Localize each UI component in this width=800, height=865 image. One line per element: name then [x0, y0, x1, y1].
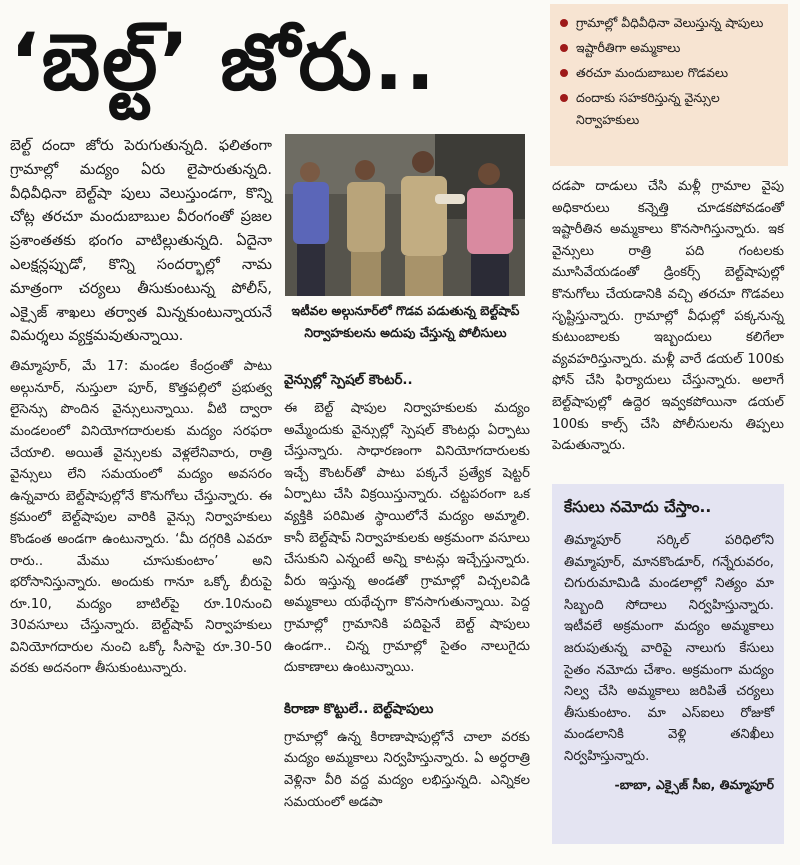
- highlight-item: [560, 12, 780, 34]
- highlights-box: [550, 4, 788, 166]
- quote-box-paragraph: తిమ్మాపూర్ సర్కిల్ పరిధిలోని తిమ్మాపూర్, మానకొండూర్, గన్నేరువరం, చిగురుమామిడి మండలాల్లో నిత్యం మా సిబ్బంది సోదాలు నిర్వహిస్తున్నారు. ఇటీవలే అక్రమంగా మద్యం అమ్మకాలు జరుపుతున్న వారిపై నాలుగు కేసులు సైతం నమోదు చేశాం. అక్రమంగా మద్యం నిల్వ చేసి అమ్మకాలు జరిపితే చర్యలు తీసుకుంటాం. మా ఎస్ఐలు రోజుకో మండలానికి వెళ్లి తనిఖీలు నిర్వహిస్తున్నారు.: [564, 533, 774, 764]
- bullet-dot-icon: [560, 94, 568, 102]
- highlight-text: ఇష్టారీతిగా అమ్మకాలు: [576, 40, 681, 55]
- body-paragraph: తిమ్మాపూర్, మే 17: మండల కేంద్రంతో పాటు అల్గునూర్, నుస్తులా పూర్, కొత్తపల్లిలో ప్రభుత్వ లైసెన్సు పొందిన వైన్సులున్నాయి. వీటి ద్వారా మండలంలో వినియోగదారులకు మద్యం సరఫరా చేయాలి. అయితే వైన్సులకు వెళ్లలేనివారు, రాత్రి వైన్సులు లేని సమయంలో మద్యం అవసరం ఉన్నవారు బెల్ట్‌షాపుల్లోనే కొనుగోలు చేస్తున్నారు. ఈ క్రమంలో బెల్ట్‌షాపుల వారికి వైన్సు నిర్వాహకులు కొండంత అండగా ఉంటున్నారు. ‘మీ దగ్గరికి ఎవరూ రారు.. మేము చూసుకుంటాం’ అని భరోసానిస్తున్నారు. అందుకు గానూ ఒక్కో బీరుపై రూ.10, మద్యం బాటిల్‌పై రూ.10నుంచి 30వసూలు చేస్తున్నారు. బెల్ట్‌షాప్ నిర్వాహకులు వినియోగదారుల నుంచి ఒక్కో సీసాపై రూ.30-50 వరకు అదనంగా తీసుకుంటున్నారు.: [10, 359, 272, 677]
- highlight-text: దందాకు సహకరిస్తున్న వైన్సుల నిర్వాహకులు: [576, 90, 720, 127]
- highlight-text: గ్రామాల్లో వీధివీధినా వెలుస్తున్న షాపులు: [576, 15, 764, 30]
- highlight-text: తరచూ మందుబాబుల గొడవలు: [576, 65, 729, 80]
- photo-caption: ఇటీవల అల్గునూర్‌లో గొడవ పడుతున్న బెల్ట్‌షాప్ నిర్వాహకులను అదుపు చేస్తున్న పోలీసులు: [291, 303, 520, 340]
- quote-box-title: కేసులు నమోదు చేస్తాం..: [564, 498, 712, 516]
- bullet-dot-icon: [560, 69, 568, 77]
- highlight-item: [560, 37, 780, 59]
- lead-paragraph: బెల్ట్ దందా జోరు పెరుగుతున్నది. ఫలితంగా గ్రామాల్లో మద్యం ఏరు లైపారుతున్నది. వీధివీధినా బెల్ట్‌షా పులు వెలుస్తుండగా, కొన్ని చోట్ల తరచూ మందుబాబుల వీరంగంతో ప్రజల ప్రశాంతతకు భంగం వాటిల్లుతున్నది. ఏదైనా ఎలక్షన్లప్పుడో, కొన్ని సందర్భాల్లో నామ మాత్రంగా చర్యలు తీసుకుంటున్న పోలీస్, ఎక్సైజ్ శాఖలు తర్వాత మిన్నకుంటున్నాయనే విమర్శలు వ్యక్తమవుతున్నాయి.: [10, 137, 272, 345]
- quote-signature: -బాబా, ఎక్సైజ్ సీఐ, తిమ్మాపూర్: [614, 776, 774, 792]
- subheading-special-counter: వైన్సుల్లో స్పెషల్ కౌంటర్..: [284, 373, 413, 388]
- special-counter-paragraph: ఈ బెల్ట్ షాపుల నిర్వాహకులకు మద్యం అమ్మేందుకు వైన్సుల్లో స్పెషల్ కౌంటర్లు ఏర్పాటు చేస్తున్నారు. సాధారణంగా వినియోగదారులకు ఇచ్చే కౌంటర్‌తో పాటు పక్కనే ప్రత్యేక షెట్టర్ ఏర్పాటు చేసి విక్రయిస్తున్నారు. చట్టపరంగా ఒక వ్యక్తికి పరిమిత స్థాయిలోనే మద్యం అమ్మాలి. కానీ బెల్ట్‌షాప్ నిర్వాహకులకు అక్రమంగా వసూలు చేసుకుని ఎన్నంటే అన్ని కాటన్లు ఇచ్చేస్తున్నారు. వీరు ఇస్తున్న అండతో గ్రామాల్లో విచ్చలవిడి అమ్మకాలు యథేచ్ఛగా కొనసాగుతున్నాయి. పెద్ద గ్రామాల్లో గ్రామానికి పదిపైనే బెల్ట్ షాపులు ఉండగా.. చిన్న గ్రామాల్లో సైతం నాలుగైదు దుకాణాలు ఉంటున్నాయి.: [284, 401, 530, 676]
- column-3: [552, 176, 784, 457]
- bullet-dot-icon: [560, 19, 568, 27]
- column-1: [10, 134, 272, 680]
- news-photo: [285, 134, 525, 296]
- continuation-paragraph: దడపా దాడులు చేసి మళ్లీ గ్రామాల వైపు అధికారులు కన్నెత్తి చూడకపోవడంతో ఇష్టారీతిన అమ్మకాలు కొనసాగిస్తున్నారు. ఇక వైన్సులు రాత్రి పది గంటలకు మూసివేయడంతో డ్రింకర్స్ బెల్ట్‌షాపుల్లో కొనుగోలు చేయడానికి వచ్చి తరచూ గొడవలు సృష్టిస్తున్నారు. గ్రామాల్లో వీధుల్లో పక్కనున్న కుటుంబాలకు ఇబ్బందులు కలిగేలా వ్యవహరిస్తున్నారు. మళ్లీ వారే డయల్ 100కు ఫోన్ చేసి ఫిర్యాదులు చేస్తున్నారు. అలాగే బెల్ట్‌షాపుల్లో ఉద్దెర ఇవ్వకపోయినా డయల్ 100కు కాల్స్ చేసి పోలీసులను తిప్పలు పెడుతున్నారు.: [552, 179, 784, 454]
- kirana-shops-paragraph: గ్రామాల్లో ఉన్న కిరాణాషాపుల్లోనే చాలా వరకు మద్యం అమ్మకాలు నిర్వహిస్తున్నారు. ఏ అర్ధరాత్రి వెళ్లినా వీరి వద్ద మద్యం లభిస్తున్నది. ఎన్నికల సమయంలో అడపా: [284, 729, 530, 810]
- police-scene-illustration: [285, 134, 525, 296]
- bullet-dot-icon: [560, 44, 568, 52]
- column-2: [284, 370, 530, 813]
- official-quote-box: [552, 484, 784, 844]
- subheading-kirana-shops: కిరాణా కొట్టులే.. బెల్ట్‌షాపులు: [284, 701, 434, 717]
- highlight-item: [560, 62, 780, 84]
- headline: ‘బెల్ట్’ జోరు..: [10, 18, 438, 108]
- highlight-item: [560, 87, 780, 131]
